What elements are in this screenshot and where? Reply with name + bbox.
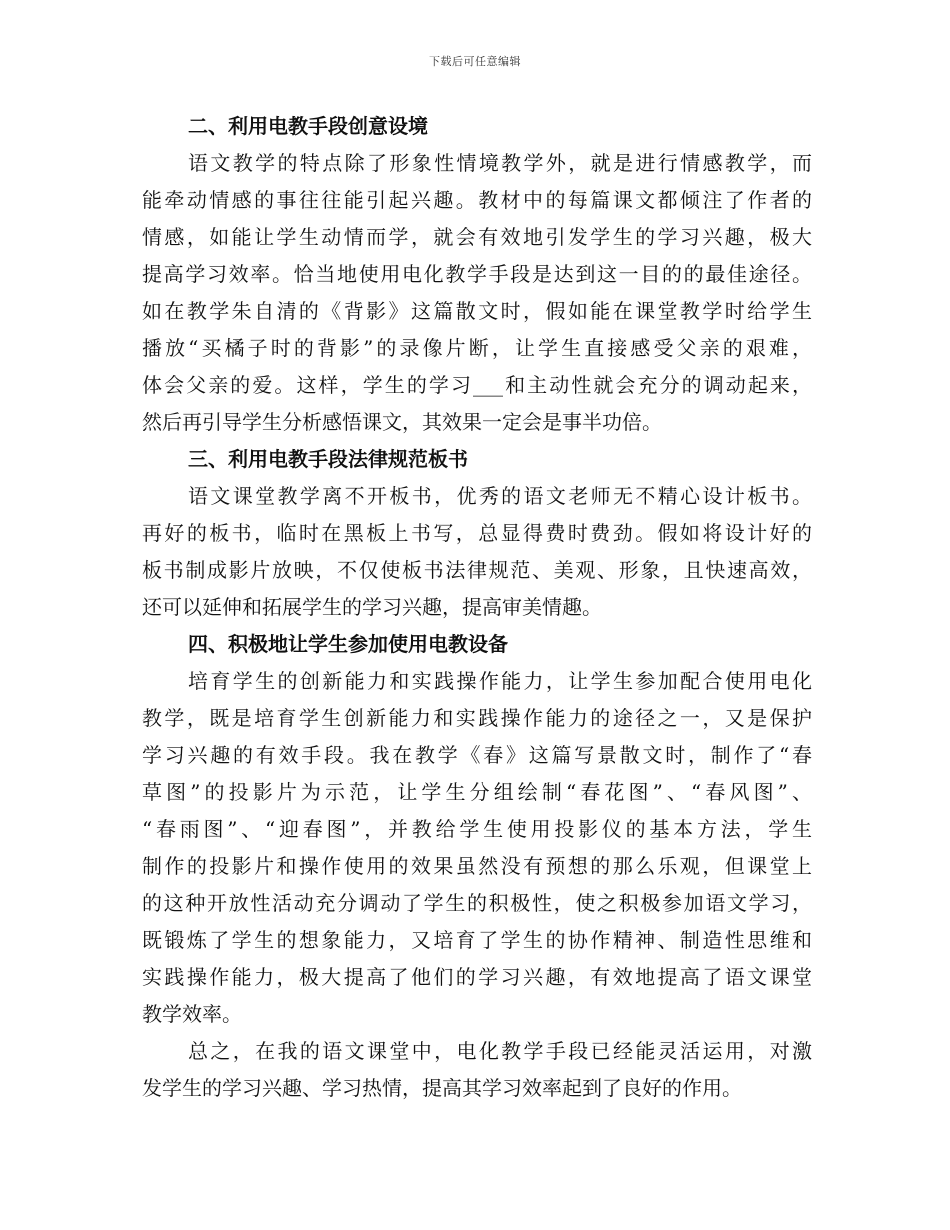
paragraph-line: “春雨图”、“迎春图”，并教给学生使用投影仪的基本方法，学生 — [142, 817, 812, 841]
section-4 — [142, 626, 812, 1033]
paragraph-line: 既锻炼了学生的想象能力，又培育了学生的协作精神、制造性思维和 — [142, 928, 812, 952]
paragraph-line: 提高学习效率。恰当地使用电化教学手段是达到这一目的的最佳途径。 — [142, 262, 812, 286]
page-header: 下载后可任意编辑 — [429, 55, 521, 68]
paragraph-line: 教学，既是培育学生创新能力和实践操作能力的途径之一，又是保护 — [142, 706, 812, 730]
paragraph-line: 体会父亲的爱。这样，学生的学习___和主动性就会充分的调动起来， — [142, 373, 812, 397]
paragraph-line: 语文课堂教学离不开板书，优秀的语文老师无不精心设计板书。 — [188, 484, 812, 508]
paragraph-line: 制作的投影片和操作使用的效果虽然没有预想的那么乐观，但课堂上 — [142, 854, 812, 878]
paragraph-line: 然后再引导学生分析感悟课文，其效果一定会是事半功倍。 — [142, 410, 662, 434]
paragraph-line: 播放“买橘子时的背影”的录像片断，让学生直接感受父亲的艰难， — [142, 336, 812, 360]
section-heading: 四、积极地让学生参加使用电教设备 — [188, 632, 508, 656]
paragraph-line: 的这种开放性活动充分调动了学生的积极性，使之积极参加语文学习， — [142, 891, 812, 915]
paragraph-line: 如在教学朱自清的《背影》这篇散文时，假如能在课堂教学时给学生 — [142, 299, 812, 323]
paragraph-line: 草图”的投影片为示范，让学生分组绘制“春花图”、“春风图”、 — [142, 780, 812, 804]
paragraph-line: 教学效率。 — [142, 1002, 242, 1026]
paragraph-line: 实践操作能力，极大提高了他们的学习兴趣，有效地提高了语文课堂 — [142, 965, 812, 989]
section-heading: 二、利用电教手段创意设境 — [188, 114, 428, 138]
document-body — [142, 108, 812, 1107]
paragraph-line: 情感，如能让学生动情而学，就会有效地引发学生的学习兴趣，极大 — [142, 225, 812, 249]
paragraph-line: 语文教学的特点除了形象性情境教学外，就是进行情感教学，而 — [188, 151, 812, 175]
paragraph-line: 还可以延伸和拓展学生的学习兴趣，提高审美情趣。 — [142, 595, 602, 619]
paragraph-line: 培育学生的创新能力和实践操作能力，让学生参加配合使用电化 — [188, 669, 812, 693]
section-heading: 三、利用电教手段法律规范板书 — [188, 447, 468, 471]
paragraph-line: 学习兴趣的有效手段。我在教学《春》这篇写景散文时，制作了“春 — [142, 743, 812, 767]
paragraph-line: 总之，在我的语文课堂中，电化教学手段已经能灵活运用，对激 — [188, 1039, 812, 1063]
section-3 — [142, 441, 812, 626]
paragraph-line: 能牵动情感的事往往能引起兴趣。教材中的每篇课文都倾注了作者的 — [142, 188, 812, 212]
paragraph-line: 发学生的学习兴趣、学习热情，提高其学习效率起到了良好的作用。 — [142, 1076, 742, 1100]
paragraph-line: 板书制成影片放映，不仅使板书法律规范、美观、形象，且快速高效， — [142, 558, 812, 582]
paragraph-line: 再好的板书，临时在黑板上书写，总显得费时费劲。假如将设计好的 — [142, 521, 812, 545]
section-2 — [142, 108, 812, 441]
conclusion — [142, 1033, 812, 1107]
